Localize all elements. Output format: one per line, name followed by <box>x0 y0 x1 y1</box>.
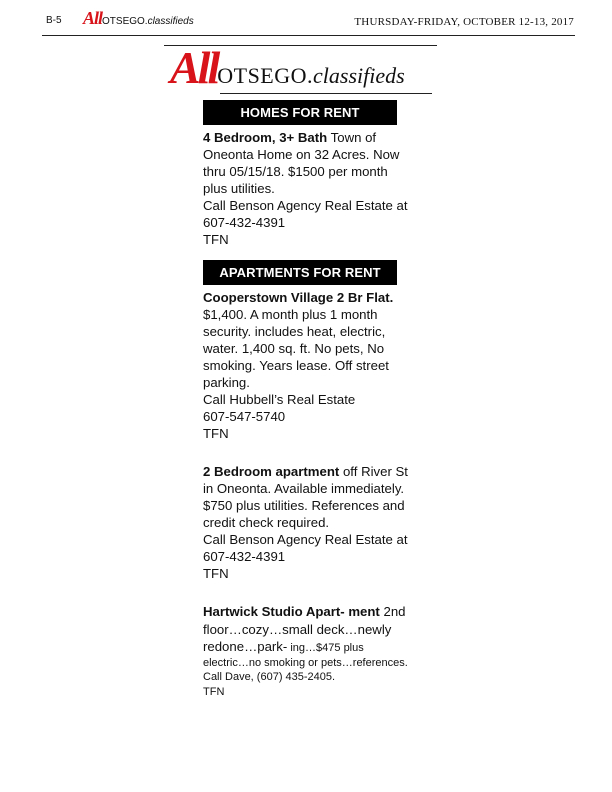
ad-homes-4-bedroom <box>203 129 408 248</box>
brand-underline <box>220 93 432 94</box>
mini-logo-otsego: OTSEGO. <box>102 16 148 27</box>
ad-hartwick-studio <box>203 603 408 699</box>
ad-cooperstown-flat <box>203 289 408 442</box>
ad-lead: 4 Bedroom, 3+ Bath <box>203 130 328 145</box>
ad-tag: TFN <box>203 426 229 441</box>
ad-lead: Cooperstown Village 2 Br Flat. <box>203 290 394 305</box>
header-mini-logo <box>83 8 194 29</box>
section-header-homes: HOMES FOR RENT <box>203 100 397 125</box>
mini-logo-classifieds: classifieds <box>147 16 194 27</box>
ad-2-bedroom-oneonta <box>203 463 408 582</box>
section-brand-logo <box>170 42 405 95</box>
brand-otsego: OTSEGO. <box>217 63 314 88</box>
ad-tag: TFN <box>203 685 225 698</box>
mini-logo-all: All <box>83 8 103 28</box>
brand-all: All <box>170 42 218 93</box>
issue-date: THURSDAY-FRIDAY, OCTOBER 12-13, 2017 <box>354 16 574 28</box>
ad-body: Town of Oneonta Home on 32 Acres. Now thru 05/15/18. $1500 per month plus utilities. <box>203 130 400 196</box>
ad-contact: Call Benson Agency Real Estate at 607-432-4391 <box>203 198 408 230</box>
brand-classifieds: classifieds <box>313 63 405 88</box>
page-number: B-5 <box>46 15 62 26</box>
classifieds-column <box>203 100 408 699</box>
ad-contact: Call Benson Agency Real Estate at 607-432-4391 <box>203 532 408 564</box>
ad-tag: TFN <box>203 232 229 247</box>
ad-phone: 607-547-5740 <box>203 409 286 424</box>
ad-contact: Call Hubbell’s Real Estate <box>203 392 356 407</box>
ad-body: $1,400. A month plus 1 month security. includes heat, electric, water. 1,400 sq. ft. No pets, No smoking. Years lease. Off street parking. <box>203 307 389 390</box>
ad-body-small: ing…$475 plus electric…no smoking or pets…references. Call Dave, (607) 435-2405. <box>203 642 408 683</box>
ad-lead: Hartwick Studio Apart- ment <box>203 604 380 619</box>
ad-body-large: 2nd floor…cozy…small deck…newly redone…park- <box>203 604 406 654</box>
ad-lead: 2 Bedroom apartment <box>203 464 340 479</box>
ad-tag: TFN <box>203 566 229 581</box>
section-header-apartments: APARTMENTS FOR RENT <box>203 260 397 285</box>
ad-body: off River St in Oneonta. Available immediately. $750 plus utilities. References and credit check required. <box>203 464 408 530</box>
